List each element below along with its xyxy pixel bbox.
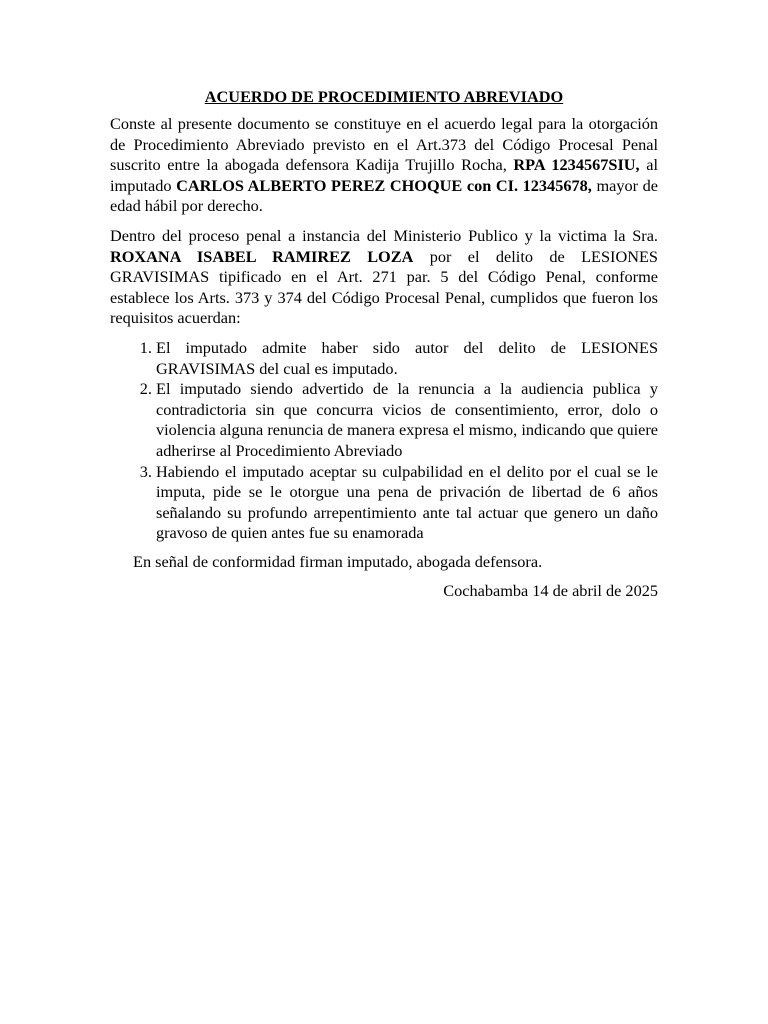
context-text-1: Dentro del proceso penal a instancia del Ministerio Publico y la victima la Sra. — [110, 225, 658, 245]
intro-paragraph — [110, 114, 658, 217]
list-item: 3. Habiendo el imputado aceptar su culpabilidad en el delito por el cual se le imputa, pide se le otorgue una pena de privación de libertad de 6 años señalando su profundo arrepentimiento ante tal actuar que genero un daño gravoso de quien antes fue su enamorada — [156, 462, 658, 544]
context-text-2: por el delito de LESIONES GRAVISIMAS tipificado en el Art. 271 par. 5 del Código Penal, conforme establece los Arts. 373 y 374 del Código Procesal Penal, cumplidos que fueron los requisitos acuerdan: — [110, 246, 658, 328]
place-date: Cochabamba 14 de abril de 2025 — [443, 581, 658, 601]
document-page — [110, 86, 658, 602]
intro-text-1: Conste al presente documento se constituye en el acuerdo legal para la otorgación de Procedimiento Abreviado previsto en el Art.373 del Código Procesal Penal suscrito entre la abogada defensora Kadija Trujillo Rocha, — [110, 114, 658, 175]
victim-name: ROXANA ISABEL RAMIREZ LOZA — [110, 246, 414, 266]
agreement-list — [110, 338, 658, 544]
context-paragraph — [110, 226, 658, 329]
conformity-statement: En señal de conformidad firman imputado, abogada defensora. — [133, 551, 543, 571]
intro-text-2: al imputado — [110, 155, 658, 195]
defendant-name-id: CARLOS ALBERTO PEREZ CHOQUE con CI. 12345678, — [176, 175, 592, 195]
lawyer-registration: RPA 1234567SIU, — [513, 155, 640, 175]
intro-text-3: mayor de edad hábil por derecho. — [110, 175, 659, 216]
list-item: 1. El imputado admite haber sido autor del delito de LESIONES GRAVISIMAS del cual es imputado. — [156, 338, 658, 379]
list-item: 2. El imputado siendo advertido de la renuncia a la audiencia publica y contradictoria sin que concurra vicios de consentimiento, error, dolo o violencia alguna renuncia de manera expresa el mismo, indicando que quiere adherirse al Procedimiento Abreviado — [156, 379, 658, 461]
document-title: ACUERDO DE PROCEDIMIENTO ABREVIADO — [204, 87, 564, 106]
